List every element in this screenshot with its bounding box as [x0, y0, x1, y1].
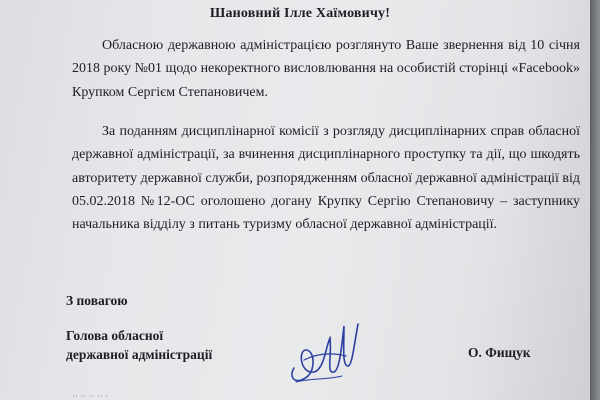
- signer-title: [66, 326, 212, 364]
- salutation: Шановний Ілле Хаїмовичу!: [209, 6, 391, 21]
- signer-name: О. Фищук: [468, 345, 531, 360]
- paragraph-disciplinary-decision: За поданням дисциплінарної комісії з розгляду дисциплінарних справ обласної державної адміністрації, за вчинення дисциплінарного проступку та дії, що шкодять авторитету державної служби, розпорядженням обласної державної адміністрації від 05.02.2018 №12-ОС оголошено догану Крупку Сергію Степановичу – заступнику начальника відділу з питань туризму обласної державної адміністрації.: [72, 124, 580, 233]
- paragraph-request-review: Обласною державною адміністрацією розглянуто Ваше звернення від 10 січня 2018 року №01 щодо некоректного висловлювання на особистій сторінці «Facebook» Крупком Сергієм Степановичем.: [72, 38, 580, 100]
- signer-title-line-1: Голова обласної: [66, 328, 164, 343]
- page-edge-shadow: [590, 0, 600, 400]
- signer-title-line-2: державної адміністрації: [66, 347, 213, 362]
- cut-off-footer-text: ·· ·· ·· ·· ·: [72, 391, 108, 400]
- handwritten-signature: [286, 316, 366, 388]
- closing-phrase: З повагою: [66, 293, 128, 308]
